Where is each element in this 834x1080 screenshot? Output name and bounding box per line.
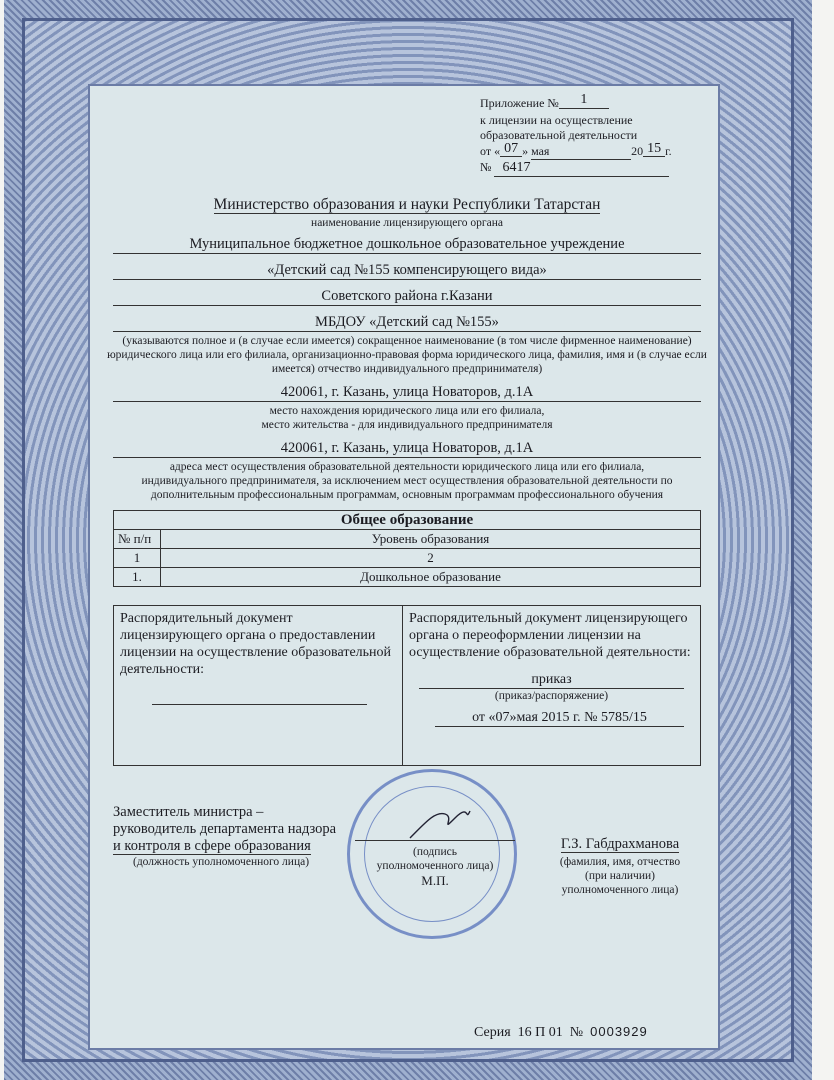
activity-address: 420061, г. Казань, улица Новаторов, д.1А — [113, 439, 701, 458]
order-documents-table — [113, 605, 701, 766]
index-cell: 2 — [161, 549, 701, 568]
legal-address-caption: место нахождения юридического лица или его филиала, — [269, 405, 545, 417]
education-table — [113, 510, 701, 587]
document-type-caption: (приказ/распоряжение) — [494, 690, 609, 702]
grant-document-blank — [152, 704, 367, 705]
series-value: 16 П 01 — [517, 1025, 563, 1040]
reissue-document-date: от «07»мая 2015 г. № 5785/15 — [435, 709, 684, 727]
appendix-line: к лицензии на осуществление — [480, 112, 633, 127]
appendix-number: 1 — [559, 92, 609, 109]
sign-caption: уполномоченного лица) — [376, 860, 494, 872]
grant-document-cell — [114, 606, 403, 766]
column-header: № п/п — [114, 530, 161, 549]
license-month: мая — [531, 144, 631, 161]
form-number: 0003929 — [590, 1024, 648, 1039]
form-no-label: № — [569, 1025, 584, 1040]
activity-address-caption: адреса мест осуществления образовательной деятельности юридического лица или его филиала, индивидуального предпринимателя, за исключением мест осуществления образовательной деятельности по дополнительным профессиональным программам, основным программам профессионального обучения — [141, 461, 673, 501]
license-number: 6417 — [494, 160, 669, 177]
position-line: Заместитель министра – — [113, 804, 264, 820]
signatory-position — [113, 804, 345, 869]
org-caption: (указываются полное и (в случае если имеется) сокращенное наименование (в том числе фирменное наименование) юридического лица или его филиала, организационно-правовая форма юридического лица, фамилия, имя и (в случае если имеется) отчество индивидуального предпринимателя) — [107, 335, 707, 375]
position-caption: (должность уполномоченного лица) — [133, 856, 310, 868]
seal-label: М.П. — [421, 873, 449, 888]
date-mid: » — [522, 143, 529, 158]
authority-caption: наименование лицензирующего органа — [311, 217, 503, 229]
grant-document-label: Распорядительный документ лицензирующего органа о предоставлении лицензии на осуществление образовательной деятельности: — [120, 611, 392, 677]
row-number: 1. — [114, 568, 161, 587]
signatory-name: Г.З. Габдрахманова — [560, 836, 680, 852]
index-cell: 1 — [114, 549, 161, 568]
position-line: руководитель департамента надзора — [113, 821, 337, 837]
authority-name: Министерство образования и науки Республики Татарстан — [213, 196, 601, 213]
education-table-title: Общее образование — [114, 511, 701, 530]
series-label: Серия — [474, 1025, 511, 1040]
reissue-document-label: Распорядительный документ лицензирующего органа о переоформлении лицензии на осуществление образовательной деятельности: — [409, 611, 691, 660]
sign-caption: (подпись — [413, 846, 457, 858]
org-short-name: МБДОУ «Детский сад №155» — [113, 313, 701, 332]
signatory-name-block — [540, 836, 700, 897]
org-name-line: Советского района г.Казани — [113, 287, 701, 306]
year-prefix: 20 — [631, 143, 644, 158]
org-name-line: «Детский сад №155 компенсирующего вида» — [113, 261, 701, 280]
reissue-document-type: приказ — [419, 671, 684, 689]
name-caption: уполномоченного лица) — [561, 884, 679, 896]
position-line: и контроля в сфере образования — [113, 838, 311, 854]
name-caption: (при наличии) — [585, 870, 655, 882]
license-year: 15 — [643, 141, 665, 158]
appendix-block — [480, 92, 672, 177]
appendix-label: Приложение № — [480, 96, 559, 110]
signature-block — [355, 840, 515, 889]
year-suffix: г. — [665, 143, 672, 158]
education-level: Дошкольное образование — [161, 568, 701, 587]
name-caption: (фамилия, имя, отчество — [559, 856, 681, 868]
legal-address-caption: место жительства - для индивидуального предпринимателя — [261, 419, 553, 431]
authority-block — [107, 196, 707, 214]
column-header: Уровень образования — [161, 530, 701, 549]
signature-scribble — [405, 808, 475, 840]
table-row — [114, 568, 701, 587]
document-body — [107, 196, 707, 904]
reissue-document-cell — [403, 606, 701, 766]
date-prefix: от « — [480, 143, 501, 158]
org-name-line: Муниципальное бюджетное дошкольное образовательное учреждение — [113, 235, 701, 254]
legal-address: 420061, г. Казань, улица Новаторов, д.1А — [113, 383, 701, 402]
signature-line — [355, 840, 515, 841]
series-number — [474, 1024, 648, 1041]
signature-section — [113, 804, 701, 904]
appendix-line: образовательной деятельности — [480, 128, 638, 142]
license-day: 07 — [500, 141, 522, 158]
license-no-label: № — [480, 160, 492, 174]
